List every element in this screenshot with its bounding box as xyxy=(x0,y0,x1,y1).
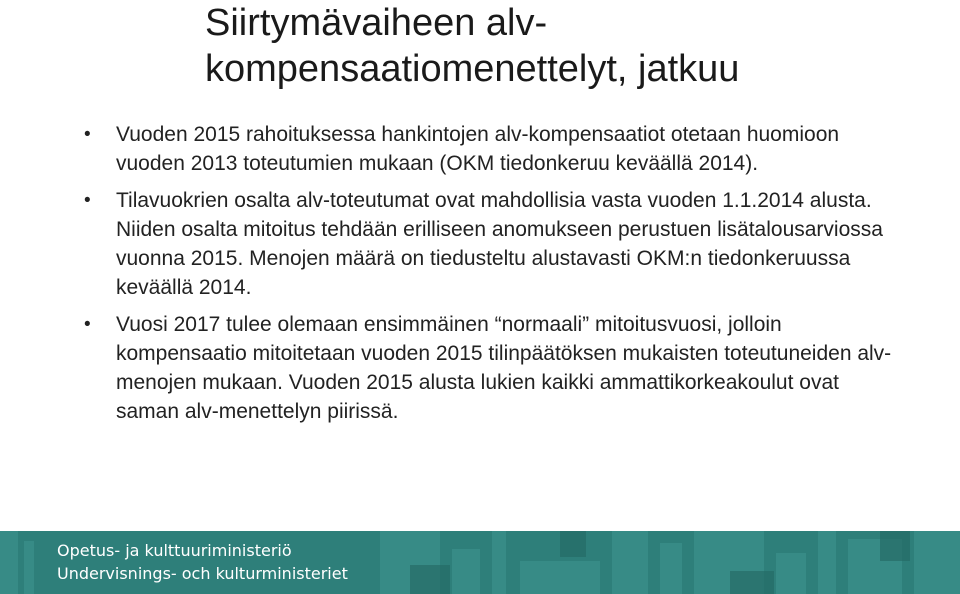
ministry-name xyxy=(57,539,348,585)
ministry-name-finnish: Opetus- ja kulttuuriministeriö xyxy=(57,541,292,560)
title-line-2: kompensaatiomenettelyt, jatkuu xyxy=(205,48,740,90)
bullet-item xyxy=(84,120,904,178)
bullet-dot-icon: • xyxy=(84,124,91,145)
ministry-name-swedish: Undervisnings- och kulturministeriet xyxy=(57,564,348,583)
slide-title xyxy=(205,0,905,92)
bullet-item xyxy=(84,186,904,302)
bullet-text: Vuosi 2017 tulee olemaan ensimmäinen “normaali” mitoitusvuosi, jolloin kompensaatio mitoitetaan vuoden 2015 tilinpäätöksen mukaisten toteutuneiden alv-menojen mukaan. Vuoden 2015 alusta lukien kaikki ammattikorkeakoulut ovat saman alv-menettelyn piirissä. xyxy=(116,313,892,423)
bullet-dot-icon: • xyxy=(84,190,91,211)
bullet-item xyxy=(84,310,904,426)
title-line-1: Siirtymävaiheen alv- xyxy=(205,2,548,44)
bullet-dot-icon: • xyxy=(84,314,91,335)
bullet-list xyxy=(84,120,904,434)
bullet-text: Tilavuokrien osalta alv-toteutumat ovat mahdollisia vasta vuoden 1.1.2014 alusta. Niiden osalta mitoitus tehdään erilliseen anomukseen perustuen lisätalousarviossa vuonna 2015. Menojen määrä on tiedusteltu alustavasti OKM:n tiedonkeruussa keväällä 2014. xyxy=(116,189,883,299)
bullet-text: Vuoden 2015 rahoituksessa hankintojen alv-kompensaatiot otetaan huomioon vuoden 2013 toteutumien mukaan (OKM tiedonkeruu keväällä 2014). xyxy=(116,123,840,175)
footer-band xyxy=(0,531,960,594)
